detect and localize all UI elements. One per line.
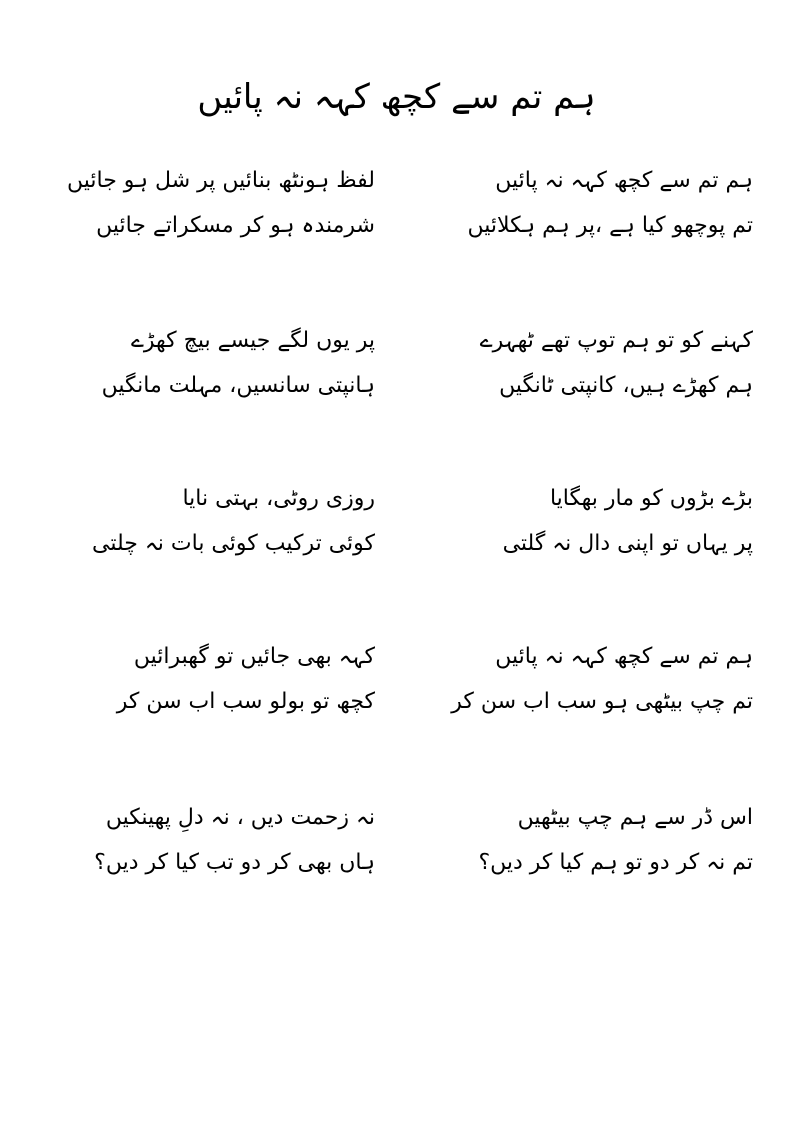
verse-line	[40, 318, 753, 363]
verse-first-half: تم پوچھو کیا ہے ،پر ہم ہکلائیں	[467, 213, 753, 238]
verse-line	[40, 363, 753, 408]
verse-second-half: نہ زحمت دیں ، نہ دلِ پھینکیں	[105, 805, 375, 830]
poem-title: ہم تم سے کچھ کہہ نہ پائیں	[197, 77, 596, 117]
stanza-4	[40, 634, 753, 724]
verse-second-half: کہہ بھی جائیں تو گھبرائیں	[133, 644, 375, 669]
verse-first-half: کہنے کو تو ہم توپ تھے ٹھہرے	[479, 328, 753, 353]
verse-second-half: لفظ ہونٹھ بنائیں پر شل ہو جائیں	[67, 168, 375, 193]
verse-line	[40, 795, 753, 840]
verse-second-half: شرمندہ ہو کر مسکراتے جائیں	[96, 213, 375, 238]
verse-line	[40, 679, 753, 724]
verse-first-half: ہم تم سے کچھ کہہ نہ پائیں	[495, 168, 753, 193]
verse-line	[40, 203, 753, 248]
verse-line	[40, 840, 753, 885]
stanza-3	[40, 476, 753, 566]
verse-first-half: ہم کھڑے ہیں، کانپتی ٹانگیں	[499, 373, 753, 398]
verse-second-half: کچھ تو بولو سب اب سن کر	[116, 689, 375, 714]
verse-line	[40, 476, 753, 521]
verse-second-half: ہاں بھی کر دو تب کیا کر دیں؟	[94, 850, 375, 875]
verse-second-half: روزی روٹی، بہتی نایا	[182, 486, 375, 511]
verse-line	[40, 521, 753, 566]
verse-line	[40, 158, 753, 203]
verse-second-half: کوئی ترکیب کوئی بات نہ چلتی	[92, 531, 375, 556]
verse-first-half: بڑے بڑوں کو مار بھگایا	[549, 486, 753, 511]
verse-second-half: پر یوں لگے جیسے بیچ کھڑے	[131, 328, 375, 353]
stanza-1	[40, 158, 753, 248]
verse-second-half: ہانپتی سانسیں، مہلت مانگیں	[101, 373, 375, 398]
verse-first-half: ہم تم سے کچھ کہہ نہ پائیں	[495, 644, 753, 669]
verse-first-half: پر یہاں تو اپنی دال نہ گلتی	[502, 531, 753, 556]
verse-first-half: تم چپ بیٹھی ہو سب اب سن کر	[451, 689, 753, 714]
verse-line	[40, 634, 753, 679]
verse-first-half: اس ڈر سے ہم چپ بیٹھیں	[517, 805, 753, 830]
stanza-2	[40, 318, 753, 408]
stanza-5	[40, 795, 753, 885]
verse-first-half: تم نہ کر دو تو ہم کیا کر دیں؟	[478, 850, 753, 875]
